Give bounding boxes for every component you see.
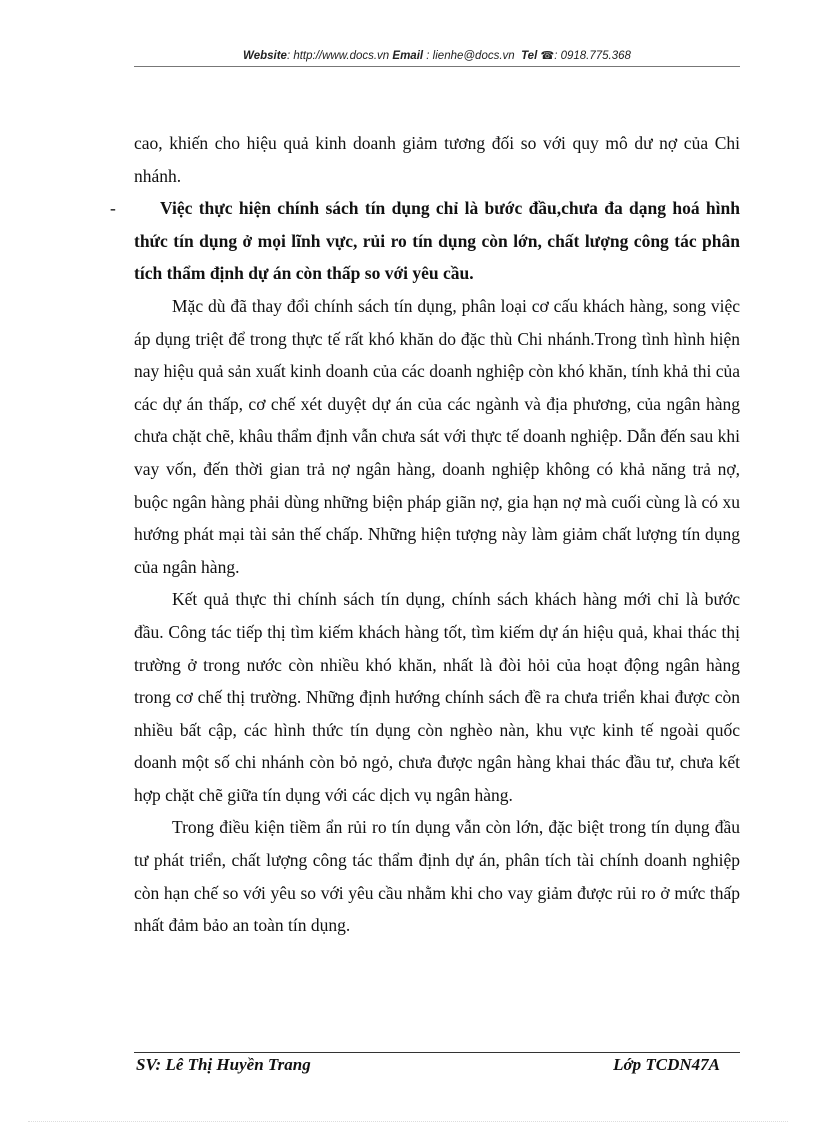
paragraph-1: cao, khiến cho hiệu quả kinh doanh giảm tương đối so với quy mô dư nợ của Chi nhánh. [134, 133, 740, 186]
tel-value: : 0918.775.368 [554, 50, 631, 62]
bullet-item [110, 192, 740, 290]
class-name: Lớp TCDN47A [613, 1055, 720, 1074]
paragraph-4: Trong điều kiện tiềm ẩn rủi ro tín dụng vẫn còn lớn, đặc biệt trong tín dụng đầu tư phát triển, chất lượng công tác thẩm định dự án, phân tích tài chính doanh nghiệp còn hạn chế so với yêu so với yêu cầu nhằm khi cho vay giảm được rủi ro ở mức thấp nhất đảm bảo an toàn tín dụng. [134, 817, 740, 936]
email-value: : lienhe@docs.vn [426, 50, 515, 62]
page-footer [134, 1052, 740, 1080]
paragraph-2: Mặc dù đã thay đổi chính sách tín dụng, phân loại cơ cấu khách hàng, song việc áp dụng triệt để trong thực tế rất khó khăn do đặc thù Chi nhánh.Trong tình hình hiện nay hiệu quả sản xuất kinh doanh của các doanh nghiệp còn khó khăn, tính khả thi của các dự án thấp, cơ chế xét duyệt dự án của các ngành và địa phương, của ngân hàng chưa chặt chẽ, khâu thẩm định vẫn chưa sát với thực tế doanh nghiệp. Dẫn đến sau khi vay vốn, đến thời gian trả nợ ngân hàng, doanh nghiệp không có khả năng trả nợ, buộc ngân hàng phải dùng những biện pháp giãn nợ, gia hạn nợ mà cuối cùng là có xu hướng phát mại tài sản thế chấp. Những hiện tượng này làm giảm chất lượng tín dụng của ngân hàng. [134, 295, 740, 577]
student-name: SV: Lê Thị Huyền Trang [136, 1055, 311, 1074]
bullet-dash: - [110, 198, 116, 219]
email-label: Email [392, 50, 424, 62]
page-header [134, 46, 740, 67]
tel-label: Tel [521, 50, 538, 62]
page-edge-divider [28, 1121, 788, 1122]
website-value: : http://www.docs.vn [286, 50, 390, 62]
paragraph-3: Kết quả thực thi chính sách tín dụng, chính sách khách hàng mới chỉ là bước đầu. Công tác tiếp thị tìm kiếm khách hàng tốt, tìm kiếm dự án hiệu quả, khai thác thị trường ở trong nước còn nhiều khó khăn, nhất là đòi hỏi của hoạt động ngân hàng trong cơ chế thị trường. Những định hướng chính sách đề ra chưa triển khai được còn nhiều bất cập, các hình thức tín dụng còn nghèo nàn, khu vực kinh tế ngoài quốc doanh một số chi nhánh còn bỏ ngỏ, chưa được ngân hàng khai thác đầu tư, chưa kết hợp chặt chẽ giữa tín dụng với các dịch vụ ngân hàng. [134, 589, 740, 805]
bullet-heading: Việc thực hiện chính sách tín dụng chỉ là bước đầu,chưa đa dạng hoá hình thức tín dụng ở mọi lĩnh vực, rủi ro tín dụng còn lớn, chất lượng công tác phân tích thẩm định dự án còn thấp so với yêu cầu. [134, 198, 740, 284]
document-body [110, 127, 740, 942]
website-label: Website [243, 50, 287, 62]
phone-icon: ☎ [540, 50, 555, 62]
